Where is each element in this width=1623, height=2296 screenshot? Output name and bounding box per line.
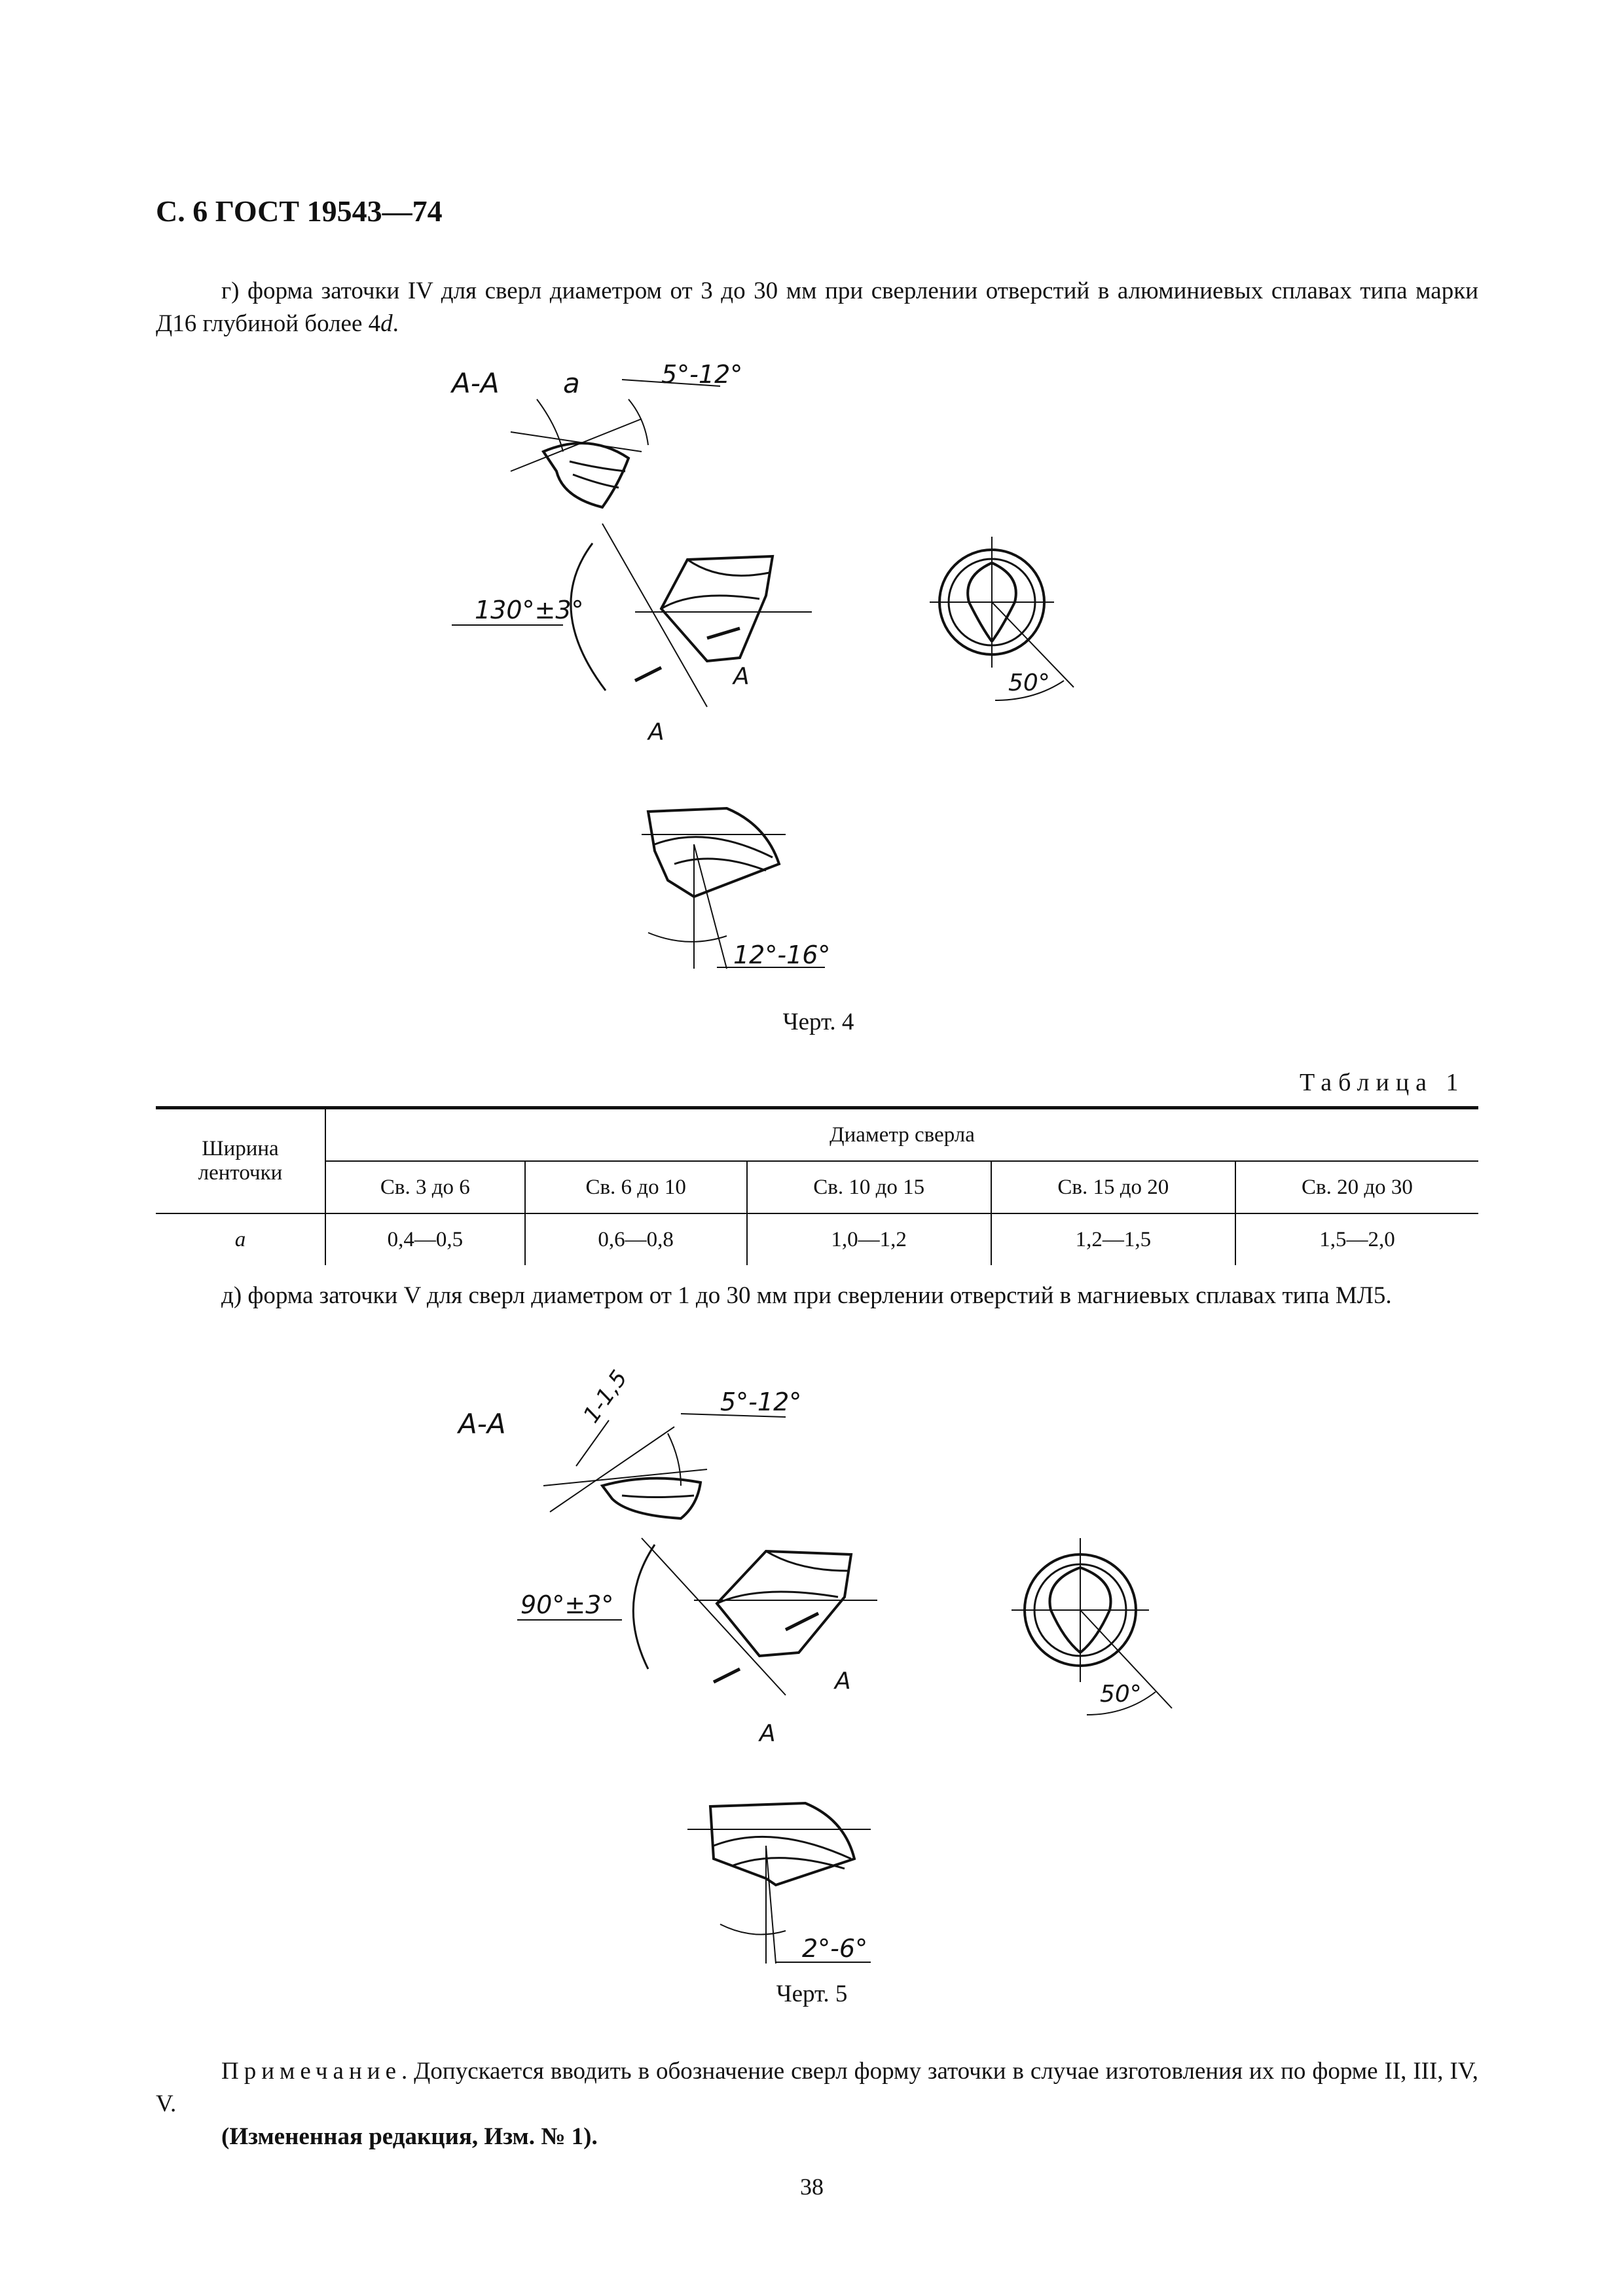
note-text: . Допускается вводить в обозначение сверл форму заточки в случае изготовления их по форме II, III, IV, V. bbox=[156, 2058, 1478, 2117]
section-g-text: г) форма заточки IV для сверл диаметром от 3 до 30 мм при сверлении отверстий в алюминиевых сплавах типа марки Д16 глубиной более 4 bbox=[156, 278, 1478, 337]
page-number: 38 bbox=[800, 2174, 824, 2200]
fig4-label-helix-angle: 12°-16° bbox=[733, 941, 831, 969]
figure-5-drawing bbox=[0, 1361, 1623, 2016]
fig5-label-helix-angle: 2°-6° bbox=[802, 1934, 868, 1963]
table-col-header: Св. 20 до 30 bbox=[1235, 1161, 1478, 1213]
fig4-label-dim-a: a bbox=[563, 367, 580, 399]
fig5-label-aa: А-А bbox=[458, 1408, 506, 1440]
fig5-label-clearance: 5°-12° bbox=[720, 1388, 802, 1416]
table-1 bbox=[156, 1106, 1478, 1265]
fig4-label-point-angle: 130°±3° bbox=[475, 596, 584, 624]
table-col-header: Св. 15 до 20 bbox=[991, 1161, 1235, 1213]
note-label: Примечание bbox=[221, 2058, 401, 2085]
table-col-header: Св. 10 до 15 bbox=[747, 1161, 991, 1213]
table-cell: 1,0—1,2 bbox=[747, 1213, 991, 1265]
section-d-text: д) форма заточки V для сверл диаметром от 1 до 30 мм при сверлении отверстий в магниевых сплавах типа МЛ5. bbox=[221, 1282, 1392, 1309]
figure-5-caption: Черт. 5 bbox=[776, 1981, 848, 2007]
note-amendment: (Измененная редакция, Изм. № 1). bbox=[221, 2123, 598, 2150]
table-col-header: Св. 3 до 6 bbox=[325, 1161, 525, 1213]
note-paragraph bbox=[156, 2055, 1478, 2121]
fig4-label-aa: А-А bbox=[452, 367, 500, 399]
table-cell: 1,5—2,0 bbox=[1235, 1213, 1478, 1265]
fig5-label-section-mark-2: А bbox=[759, 1720, 776, 1747]
table-col-header: Св. 6 до 10 bbox=[525, 1161, 747, 1213]
fig5-label-point-angle: 90°±3° bbox=[520, 1590, 614, 1619]
fig5-label-dim-width: 1-1,5 bbox=[578, 1365, 633, 1428]
fig4-label-clearance: 5°-12° bbox=[661, 360, 743, 389]
fig4-label-section-mark-1: А bbox=[733, 663, 750, 690]
table-col-group-header: Диаметр сверла bbox=[325, 1108, 1478, 1162]
table-1-caption: Таблица 1 bbox=[1300, 1069, 1465, 1096]
fig4-cross-section bbox=[930, 537, 1074, 700]
fig5-label-section-mark-1: А bbox=[835, 1668, 851, 1695]
section-g-var: d bbox=[380, 310, 393, 337]
fig4-section-aa bbox=[511, 380, 720, 507]
table-cell: 1,2—1,5 bbox=[991, 1213, 1235, 1265]
table-row-label: a bbox=[156, 1213, 325, 1265]
fig5-label-web-angle: 50° bbox=[1100, 1681, 1142, 1708]
table-cell: 0,6—0,8 bbox=[525, 1213, 747, 1265]
figure-4-drawing bbox=[0, 0, 1623, 1034]
section-d-paragraph bbox=[156, 1280, 1478, 1312]
section-g-end: . bbox=[392, 310, 399, 337]
table-cell: 0,4—0,5 bbox=[325, 1213, 525, 1265]
table-row-header-cell bbox=[156, 1108, 325, 1214]
fig5-cross-section bbox=[1012, 1538, 1172, 1715]
fig4-label-web-angle: 50° bbox=[1008, 670, 1050, 696]
table-row-header-line1: Ширина bbox=[202, 1137, 279, 1160]
fig5-section-aa bbox=[543, 1414, 786, 1518]
page-header: С. 6 ГОСТ 19543—74 bbox=[156, 194, 443, 228]
fig4-label-section-mark-2: А bbox=[648, 719, 665, 745]
table-row-header-line2: ленточки bbox=[198, 1161, 283, 1185]
figure-4-caption: Черт. 4 bbox=[782, 1009, 854, 1035]
